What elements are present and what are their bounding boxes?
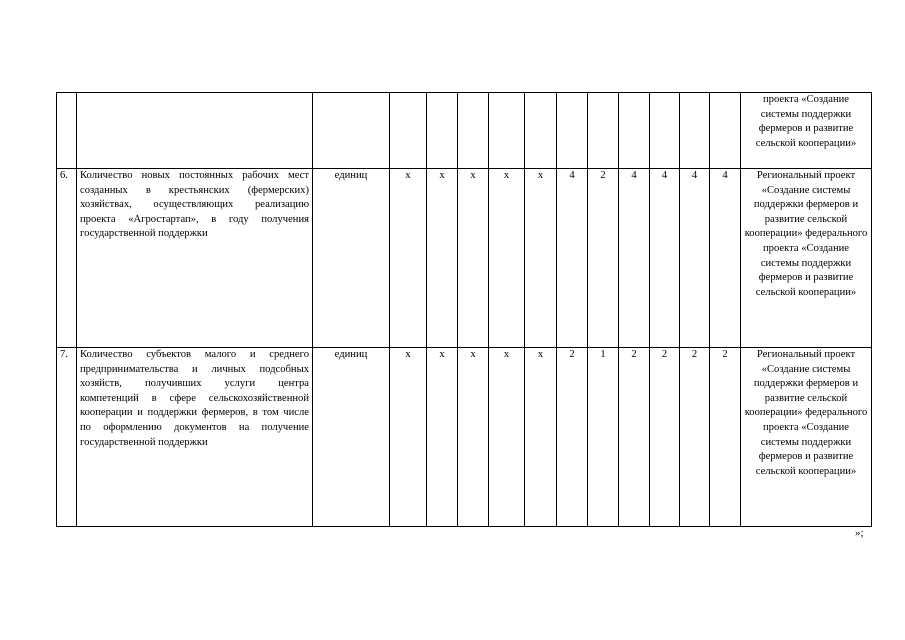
value-cell: х [427,348,458,527]
table-row [57,348,872,527]
unit-cell [313,93,390,169]
source-cell: Региональный проект «Создание системы поддержки фермеров и развитие сельской кооперации» федерального проекта «Создание системы поддержки фермеров и развитие сельской кооперации» [741,348,872,527]
value-cell: 4 [650,169,680,348]
indicator-description: Количество субъектов малого и среднего предпринимательства и личных подсобных хозяйств, получивших услуги центра компетенций в сфере сельскохозяйственной кооперации и поддержки фермеров, в том числе по оформлению документов на получение государственной поддержки [77,348,313,527]
value-cell [427,93,458,169]
unit-cell: единиц [313,348,390,527]
value-cell [588,93,619,169]
value-cell: 2 [710,348,741,527]
value-cell: 4 [619,169,650,348]
value-cell [557,93,588,169]
value-cell: 4 [557,169,588,348]
indicator-description: Количество новых постоянных рабочих мест созданных в крестьянских (фермерских) хозяйствах, осуществляющих реализацию проекта «Агростартап», в году получения государственной поддержки [77,169,313,348]
value-cell: 2 [588,169,619,348]
value-cell: 2 [619,348,650,527]
value-cell: х [525,169,557,348]
value-cell: х [390,348,427,527]
value-cell: 1 [588,348,619,527]
closing-quote-mark: »; [855,527,864,539]
row-number [57,93,77,169]
value-cell: х [525,348,557,527]
indicator-description [77,93,313,169]
source-cell: Региональный проект «Создание системы поддержки фермеров и развитие сельской кооперации» федерального проекта «Создание системы поддержки фермеров и развитие сельской кооперации» [741,169,872,348]
value-cell: 4 [680,169,710,348]
table-row [57,93,872,169]
unit-cell: единиц [313,169,390,348]
value-cell: 2 [680,348,710,527]
value-cell: х [427,169,458,348]
value-cell [650,93,680,169]
value-cell: 2 [650,348,680,527]
value-cell [489,93,525,169]
source-cell: проекта «Создание системы поддержки фермеров и развитие сельской кооперации» [741,93,872,169]
value-cell [458,93,489,169]
row-number: 7. [57,348,77,527]
value-cell [710,93,741,169]
value-cell [390,93,427,169]
value-cell: х [489,169,525,348]
value-cell: х [489,348,525,527]
value-cell [680,93,710,169]
value-cell [619,93,650,169]
value-cell: 4 [710,169,741,348]
indicators-table [56,92,872,527]
value-cell: х [458,169,489,348]
table-row [57,169,872,348]
value-cell: х [390,169,427,348]
value-cell [525,93,557,169]
value-cell: х [458,348,489,527]
value-cell: 2 [557,348,588,527]
row-number: 6. [57,169,77,348]
